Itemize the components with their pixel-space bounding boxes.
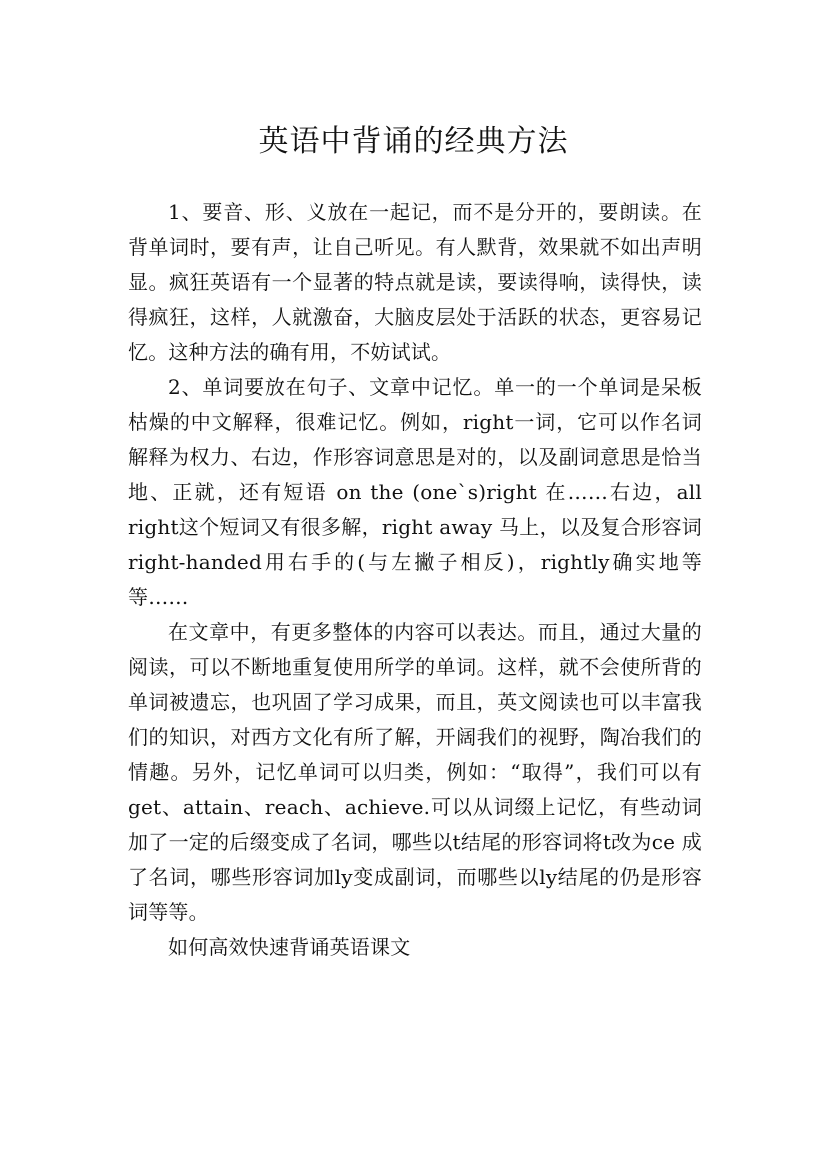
paragraph-3: 在文章中，有更多整体的内容可以表达。而且，通过大量的阅读，可以不断地重复使用所学的单词。这样，就不会使所背的单词被遗忘，也巩固了学习成果，而且，英文阅读也可以丰富我们的知识，对西方文化有所了解，开阔我们的视野，陶冶我们的情趣。另外，记忆单词可以归类，例如：“取得”，我们可以有get、attain、reach、achieve.可以从词缀上记忆，有些动词加了一定的后缀变成了名词，哪些以t结尾的形容词将t改为ce 成了名词，哪些形容词加ly变成副词，而哪些以ly结尾的仍是形容词等等。 [128, 620, 702, 924]
document-body [128, 195, 702, 965]
paragraph-4: 如何高效快速背诵英语课文 [168, 935, 411, 959]
paragraph-2: 2、单词要放在句子、文章中记忆。单一的一个单词是呆板枯燥的中文解释，很难记忆。例如，right一词，它可以作名词解释为权力、右边，作形容词意思是对的，以及副词意思是恰当地、正就，还有短语 on the (one`s)right 在……右边，all right这个短词又有很多解，right away 马上，以及复合形容词right-handed用右手的(与左撇子相反)，rightly确实地等等…… [128, 375, 702, 609]
document-title: 英语中背诵的经典方法 [258, 124, 569, 160]
paragraph-1: 1、要音、形、义放在一起记，而不是分开的，要朗读。在背单词时，要有声，让自己听见。有人默背，效果就不如出声明显。疯狂英语有一个显著的特点就是读，要读得响，读得快，读得疯狂，这样，人就激奋，大脑皮层处于活跃的状态，更容易记忆。这种方法的确有用，不妨试试。 [128, 200, 702, 364]
